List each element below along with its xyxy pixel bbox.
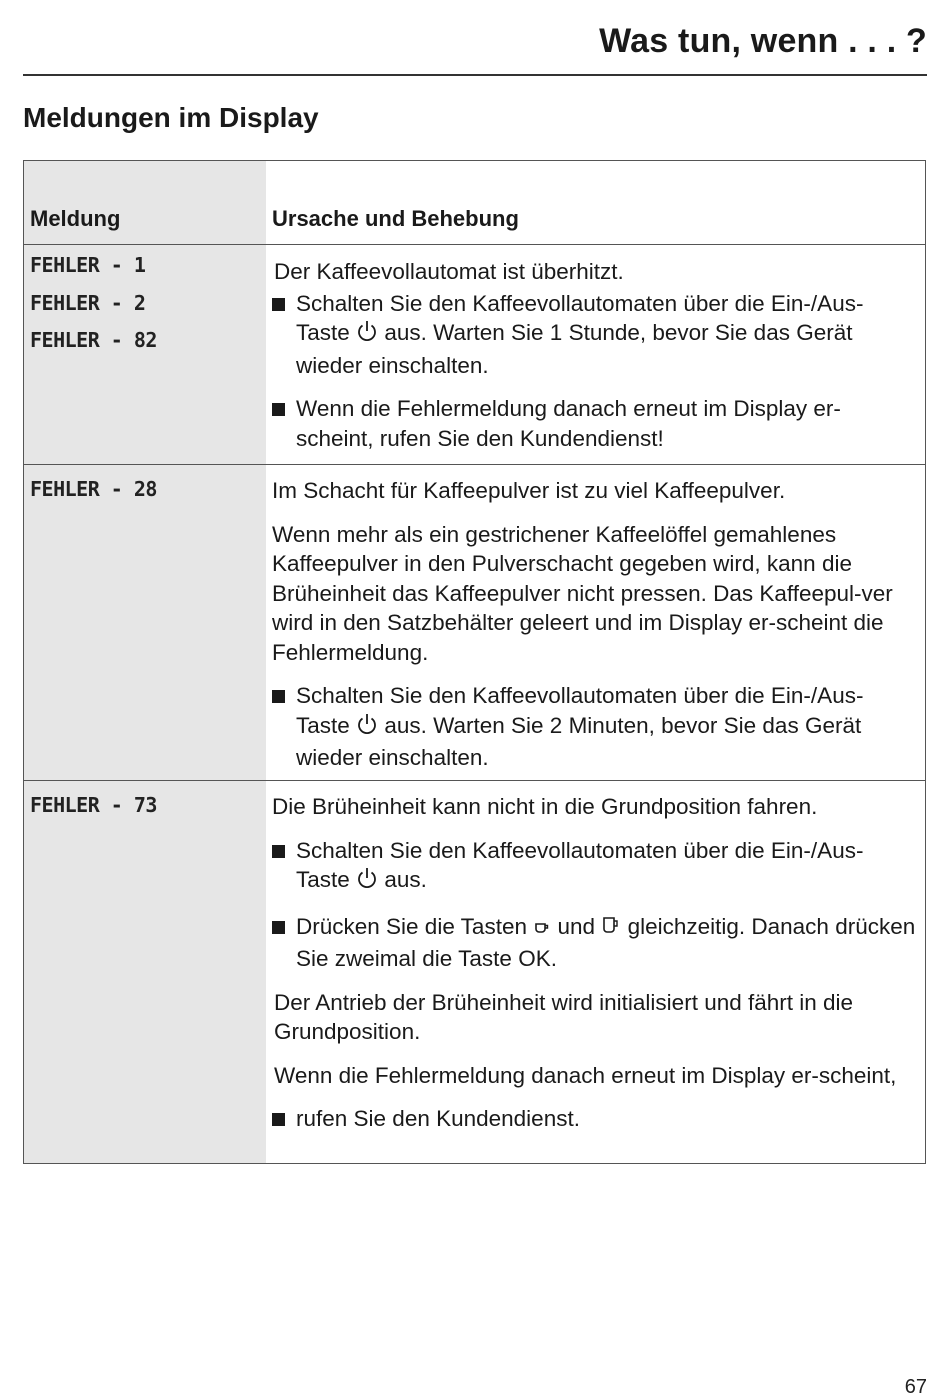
- remedy-bullet: [272, 1104, 917, 1134]
- error-code: FEHLER - 2: [30, 290, 146, 315]
- bullet-square-icon: [272, 681, 296, 773]
- error-message-table: [23, 160, 926, 1164]
- remedy-text-pre: Schalten Sie den Kaffeevollautomaten über die Ein-/Aus-Taste: [296, 837, 864, 892]
- explanation-text: Wenn mehr als ein gestrichener Kaffeelöffel gemahlenes Kaffeepulver in den Pulverschacht gegeben wird, kann die Brüheinheit das Kaffeepulver nicht pressen. Das Kaffeepul-ver wird in den Satzbehälter geleert und im Display er-scheint die Fehlermeldung.: [272, 521, 893, 665]
- bullet-square-icon: [272, 836, 296, 898]
- remedy-text-post: aus.: [384, 867, 427, 892]
- remedy-bullet: [272, 289, 917, 381]
- table-row: [24, 464, 925, 780]
- remedy-text-post: aus. Warten Sie 1 Stunde, bevor Sie das Gerät wieder einschalten.: [296, 320, 853, 378]
- table-row: [24, 244, 925, 464]
- cause-remedy-cell: [266, 781, 925, 1163]
- remedy-bullet: [272, 912, 917, 974]
- error-code: FEHLER - 82: [30, 328, 157, 352]
- remedy-text-pre: Schalten Sie den Kaffeevollautomaten über die Ein-/Aus-Taste: [296, 290, 864, 345]
- bullet-square-icon: [272, 1104, 296, 1134]
- remedy-text: Wenn die Fehlermeldung danach erneut im Display er-scheint, rufen Sie den Kundendienst!: [296, 396, 841, 451]
- power-icon: [356, 319, 378, 351]
- power-icon: [356, 866, 378, 898]
- cause-text: Die Brüheinheit kann nicht in die Grundposition fahren.: [272, 794, 818, 819]
- column-header-ursache: Ursache und Behebung: [272, 206, 519, 231]
- cause-text: Im Schacht für Kaffeepulver ist zu viel Kaffeepulver.: [272, 478, 786, 503]
- remedy-text-pre: Schalten Sie den Kaffeevollautomaten über die Ein-/Aus-Taste: [296, 683, 864, 738]
- section-heading: Meldungen im Display: [23, 102, 319, 133]
- error-code: FEHLER - 1: [30, 253, 146, 277]
- explanation-text: Wenn die Fehlermeldung danach erneut im Display er-scheint,: [274, 1062, 897, 1088]
- power-icon: [356, 712, 378, 744]
- cause-remedy-cell: [266, 465, 925, 780]
- cause-remedy-cell: [266, 245, 925, 464]
- remedy-text-pre: Drücken Sie die Tasten: [296, 913, 527, 939]
- page-number: 67: [904, 1376, 927, 1398]
- page-title: Was tun, wenn . . . ?: [599, 22, 927, 60]
- small-cup-icon: [533, 915, 551, 945]
- table-row: [24, 780, 925, 1163]
- column-header-meldung: Meldung: [24, 161, 266, 244]
- error-code: FEHLER - 73: [30, 793, 157, 817]
- title-rule: [23, 74, 927, 76]
- remedy-text-post: aus. Warten Sie 2 Minuten, bevor Sie das Gerät wieder einschalten.: [296, 712, 862, 770]
- bullet-square-icon: [272, 289, 296, 381]
- remedy-bullet: [272, 681, 917, 773]
- error-codes-cell: [24, 245, 266, 464]
- cause-text: Der Kaffeevollautomat ist überhitzt.: [274, 259, 624, 284]
- remedy-text-post: gleichzeitig. Danach drücken Sie zweimal die Taste OK.: [296, 913, 916, 971]
- error-codes-cell: [24, 781, 266, 1163]
- remedy-bullet: [272, 394, 917, 453]
- bullet-square-icon: [272, 394, 296, 453]
- error-codes-cell: [24, 465, 266, 780]
- large-cup-icon: [601, 915, 621, 945]
- remedy-bullet: [272, 836, 917, 898]
- explanation-text: Der Antrieb der Brüheinheit wird initialisiert und fährt in die Grundposition.: [274, 989, 854, 1044]
- table-header-row: [24, 161, 925, 244]
- remedy-text: rufen Sie den Kundendienst.: [296, 1106, 580, 1131]
- error-code: FEHLER - 28: [30, 477, 157, 501]
- remedy-text-mid: und: [557, 913, 596, 939]
- bullet-square-icon: [272, 912, 296, 974]
